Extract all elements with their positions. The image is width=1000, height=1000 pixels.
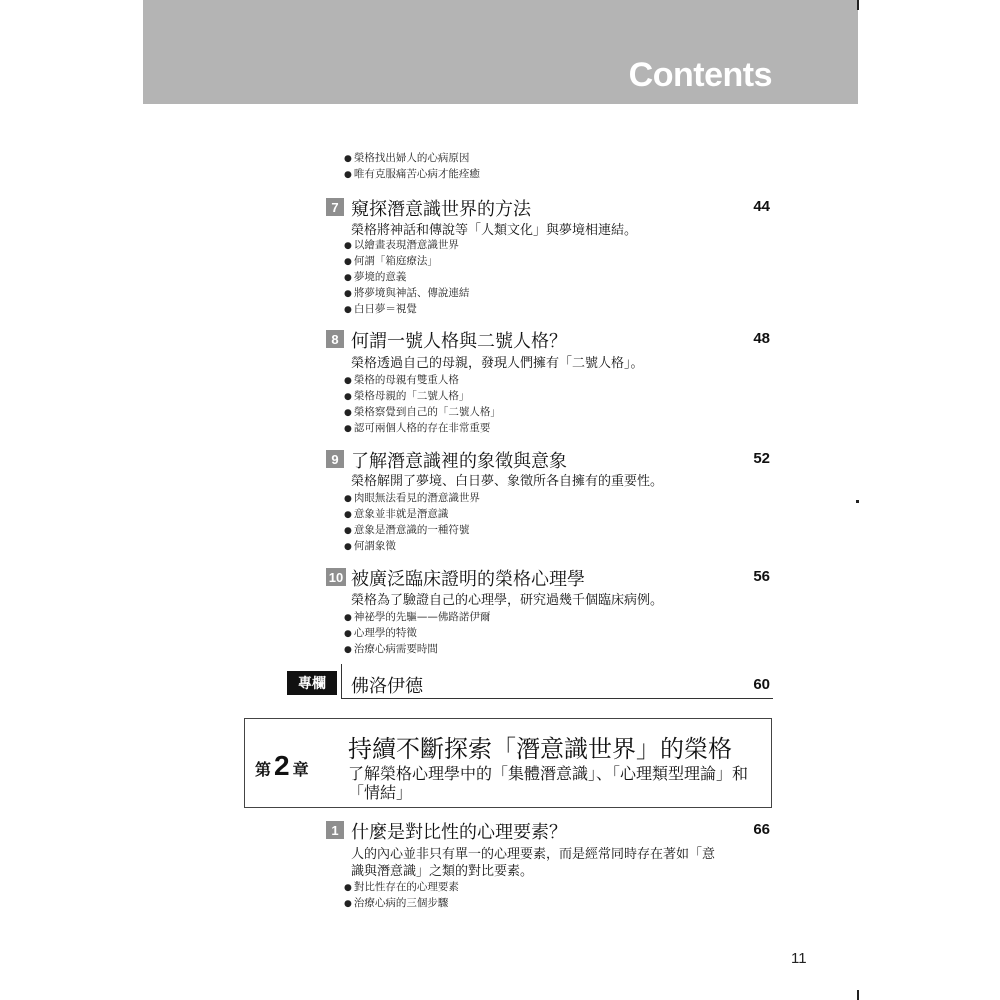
divider <box>341 664 342 698</box>
section-description: 人的內心並非只有單一的心理要素，而是經常同時存在著如「意 <box>351 847 716 862</box>
section-bullet-list <box>344 373 501 437</box>
column-badge: 專欄 <box>287 671 337 695</box>
section-description: 識與潛意識」之類的對比要素。 <box>351 864 534 879</box>
header-band <box>143 0 858 104</box>
list-item: ● 心理學的特徵 <box>344 626 490 642</box>
list-item: ● 對比性存在的心理要素 <box>344 880 459 896</box>
list-item: ● 肉眼無法看見的潛意識世界 <box>344 491 480 507</box>
section-title[interactable]: 了解潛意識裡的象徵與意象 <box>351 451 567 472</box>
list-item: ● 神祕學的先驅——佛路諾伊爾 <box>344 610 490 626</box>
section-page-number: 44 <box>753 198 770 215</box>
list-item: ● 意象並非就是潛意識 <box>344 507 480 523</box>
list-item: ● 認可兩個人格的存在非常重要 <box>344 421 501 437</box>
section-title[interactable]: 被廣泛臨床證明的榮格心理學 <box>351 569 585 590</box>
section-bullet-list <box>344 880 459 912</box>
list-item: ● 榮格母親的「二號人格」 <box>344 389 501 405</box>
column-page-number: 60 <box>753 676 770 693</box>
section-page-number: 48 <box>753 330 770 347</box>
page-title: Contents <box>628 56 772 94</box>
column-title[interactable]: 佛洛伊德 <box>351 676 423 697</box>
section-number-badge: 10 <box>326 568 346 586</box>
list-item: ● 意象是潛意識的一種符號 <box>344 523 480 539</box>
chapter-suffix: 章 <box>292 760 309 779</box>
list-item: ● 夢境的意義 <box>344 270 469 286</box>
section-number-badge: 1 <box>326 821 344 839</box>
section-bullet-list <box>344 491 480 555</box>
crop-mark-top <box>857 0 859 10</box>
section-page-number: 52 <box>753 450 770 467</box>
list-item: ● 將夢境與神話、傳說連結 <box>344 286 469 302</box>
section-description: 榮格為了驗證自己的心理學，研究過幾千個臨床病例。 <box>351 593 664 608</box>
section-number-badge: 9 <box>326 450 344 468</box>
chapter-number: 2 <box>274 750 290 781</box>
list-item: ● 以繪畫表現潛意識世界 <box>344 238 469 254</box>
section-number-badge: 7 <box>326 198 344 216</box>
section-description: 榮格透過自己的母親，發現人們擁有「二號人格」。 <box>351 356 644 371</box>
chapter-subtitle: 了解榮格心理學中的「集體潛意識」、「心理類型理論」和「情結」 <box>348 764 749 802</box>
section-title[interactable]: 什麼是對比性的心理要素？ <box>351 822 567 843</box>
list-item: ● 何謂象徵 <box>344 539 480 555</box>
section-bullet-list <box>344 610 490 658</box>
list-item: ● 榮格的母親有雙重人格 <box>344 373 501 389</box>
crop-mark-middle <box>856 500 859 503</box>
chapter-label <box>255 750 309 782</box>
section-title[interactable]: 窺探潛意識世界的方法 <box>351 199 531 220</box>
section-title[interactable]: 何謂一號人格與二號人格？ <box>351 331 567 352</box>
page-number: 11 <box>791 950 807 967</box>
chapter-title[interactable]: 持續不斷探索「潛意識世界」的榮格 <box>348 735 732 763</box>
divider <box>341 698 773 699</box>
section-page-number: 56 <box>753 568 770 585</box>
list-item: ● 治療心病需要時間 <box>344 642 490 658</box>
section-page-number: 66 <box>753 821 770 838</box>
section-description: 榮格將神話和傳說等「人類文化」與夢境相連結。 <box>351 223 638 238</box>
list-item: ● 治療心病的三個步驟 <box>344 896 459 912</box>
list-item: ● 白日夢＝視覺 <box>344 302 469 318</box>
section-bullet-list <box>344 238 469 318</box>
list-item: ● 何謂「箱庭療法」 <box>344 254 469 270</box>
chapter-prefix: 第 <box>255 760 272 779</box>
intro-bullet-list <box>344 151 480 183</box>
section-number-badge: 8 <box>326 330 344 348</box>
list-item: ● 榮格察覺到自己的「二號人格」 <box>344 405 501 421</box>
crop-mark-bottom <box>857 990 859 1000</box>
list-item: ● 榮格找出婦人的心病原因 <box>344 151 480 167</box>
list-item: ● 唯有克服痛苦心病才能痊癒 <box>344 167 480 183</box>
section-description: 榮格解開了夢境、白日夢、象徵所各自擁有的重要性。 <box>351 474 664 489</box>
